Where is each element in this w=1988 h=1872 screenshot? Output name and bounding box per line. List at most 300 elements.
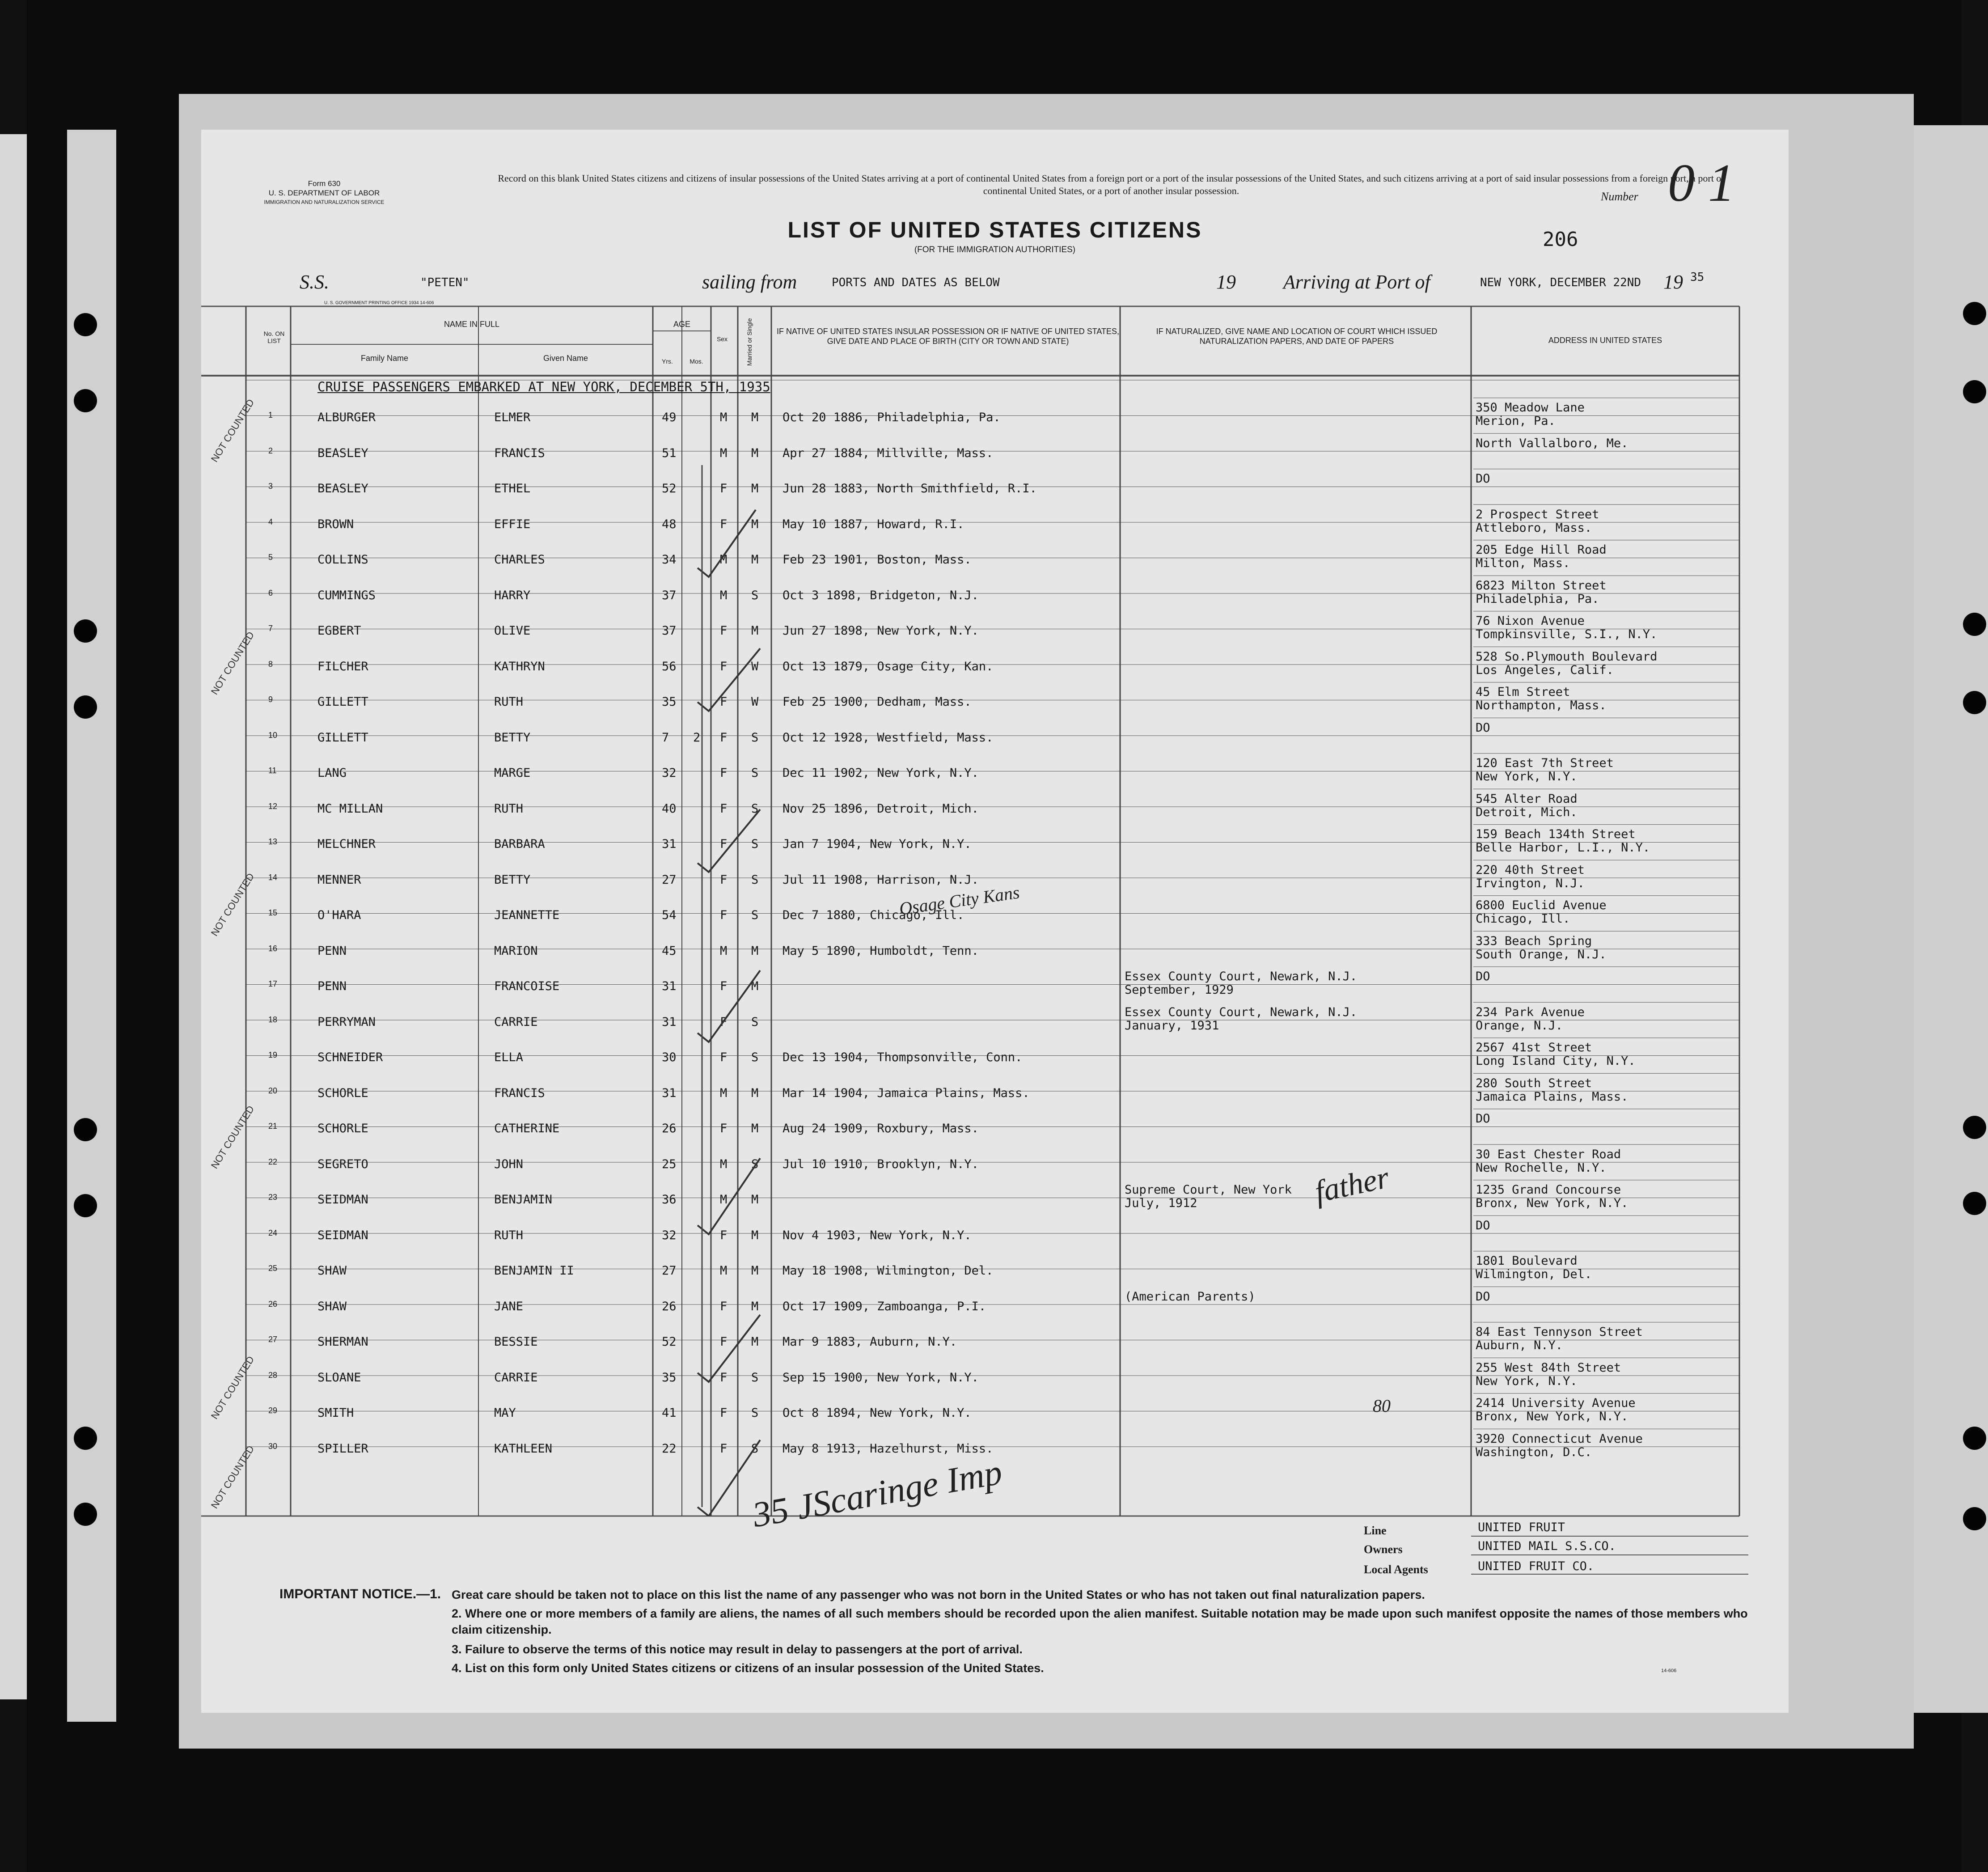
cell-birth: May 5 1890, Humboldt, Tenn. bbox=[783, 944, 979, 958]
embark-note: CRUISE PASSENGERS EMBARKED AT NEW YORK, DECEMBER 5TH, 1935 bbox=[317, 379, 770, 394]
cell-sex: F bbox=[720, 872, 728, 887]
cell-no: 21 bbox=[268, 1122, 278, 1131]
cell-yrs: 7 bbox=[662, 730, 669, 745]
cell-no: 29 bbox=[268, 1406, 278, 1415]
cell-ms: S bbox=[751, 908, 759, 922]
not-counted-stamp: NOT COUNTED bbox=[208, 1443, 257, 1511]
cell-family: FILCHER bbox=[317, 659, 368, 673]
cell-no: 17 bbox=[268, 979, 278, 988]
cell-nat1: Essex County Court, Newark, N.J. bbox=[1125, 970, 1358, 983]
cell-no: 6 bbox=[268, 588, 273, 597]
cell-ms: M bbox=[751, 1228, 759, 1242]
cell-yrs: 32 bbox=[662, 1228, 677, 1242]
cell-no: 13 bbox=[268, 837, 278, 846]
printer-line: U. S. GOVERNMENT PRINTING OFFICE 1934 14-606 bbox=[324, 301, 434, 305]
cell-addr2: Northampton, Mass. bbox=[1476, 699, 1607, 712]
cell-no: 1 bbox=[268, 411, 273, 419]
sailing-label: sailing from bbox=[702, 271, 797, 293]
cell-addr1: 333 Beach Spring bbox=[1476, 934, 1592, 948]
cell-ms: S bbox=[751, 766, 759, 780]
cell-yrs: 51 bbox=[662, 446, 677, 460]
cell-sex: F bbox=[720, 1015, 728, 1029]
binder-hole bbox=[1963, 1427, 1986, 1450]
cell-sex: F bbox=[720, 1441, 728, 1456]
header-given-name: Given Name bbox=[543, 354, 588, 363]
cell-given: CATHERINE bbox=[494, 1122, 560, 1135]
header-sex: Sex bbox=[716, 335, 728, 343]
cell-birth: Oct 8 1894, New York, N.Y. bbox=[783, 1406, 972, 1420]
cell-addr1: DO bbox=[1476, 970, 1490, 983]
cell-nat2: July, 1912 bbox=[1125, 1196, 1197, 1210]
cell-mos: 2 bbox=[693, 730, 701, 745]
cell-family: SCHORLE bbox=[317, 1122, 368, 1135]
cell-ms: S bbox=[751, 1015, 759, 1029]
manifest-page bbox=[201, 130, 1789, 1713]
cell-no: 10 bbox=[268, 730, 278, 740]
cell-addr1: 528 So.Plymouth Boulevard bbox=[1476, 649, 1658, 664]
cell-addr1: 220 40th Street bbox=[1476, 863, 1585, 877]
cell-no: 23 bbox=[268, 1193, 278, 1202]
cell-sex: F bbox=[720, 837, 728, 851]
cell-family: SEIDMAN bbox=[317, 1193, 368, 1207]
cell-yrs: 35 bbox=[662, 695, 677, 709]
cell-family: MENNER bbox=[317, 872, 361, 887]
cell-addr1: 159 Beach 134th Street bbox=[1476, 827, 1636, 841]
cell-nat2: September, 1929 bbox=[1125, 983, 1234, 997]
cell-sex: F bbox=[720, 1299, 728, 1313]
check-marks bbox=[666, 398, 783, 1516]
cell-birth: Feb 25 1900, Dedham, Mass. bbox=[783, 695, 972, 709]
cell-addr2: New York, N.Y. bbox=[1476, 1374, 1578, 1388]
cell-ms: S bbox=[751, 1441, 759, 1456]
cell-addr1: DO bbox=[1476, 1289, 1490, 1304]
cell-addr1: North Vallalboro, Me. bbox=[1476, 436, 1628, 450]
ship-name: "PETEN" bbox=[420, 276, 470, 289]
cell-no: 5 bbox=[268, 553, 273, 562]
notice-item-2: 2. Where one or more members of a family are aliens, the names of all such members should be recorded upon the alien manifest. Suitable notation may be made upon such manifest opposite the names of those members who claim citizenship. bbox=[452, 1607, 1748, 1636]
cell-birth: Mar 14 1904, Jamaica Plains, Mass. bbox=[783, 1086, 1030, 1100]
header-birth: IF NATIVE OF UNITED STATES INSULAR POSSESSION OR IF NATIVE OF UNITED STATES, GIVE DATE AND PLACE OF BIRTH (CITY OR TOWN AND STATE) bbox=[776, 327, 1120, 346]
cell-birth: Feb 23 1901, Boston, Mass. bbox=[783, 553, 972, 567]
cell-family: CUMMINGS bbox=[317, 588, 376, 602]
cell-addr2: Wilmington, Del. bbox=[1476, 1267, 1592, 1281]
document-title: LIST OF UNITED STATES CITIZENS bbox=[787, 217, 1202, 242]
cell-yrs: 40 bbox=[662, 801, 677, 816]
handwritten-birthplace-note: Osage City Kans bbox=[898, 882, 1021, 919]
cell-yrs: 31 bbox=[662, 979, 677, 993]
cell-addr2: Bronx, New York, N.Y. bbox=[1476, 1196, 1628, 1210]
cell-sex: F bbox=[720, 1406, 728, 1420]
arriving-port: NEW YORK, DECEMBER 22ND bbox=[1480, 276, 1641, 289]
sailing-from: PORTS AND DATES AS BELOW bbox=[832, 276, 1000, 289]
cell-no: 30 bbox=[268, 1441, 278, 1451]
owners-value: UNITED MAIL S.S.CO. bbox=[1478, 1539, 1616, 1553]
cell-nat2: January, 1931 bbox=[1125, 1018, 1219, 1033]
cell-addr1: 2 Prospect Street bbox=[1476, 507, 1599, 521]
cell-family: SEIDMAN bbox=[317, 1228, 368, 1242]
cell-yrs: 49 bbox=[662, 411, 677, 424]
cell-birth: Dec 11 1902, New York, N.Y. bbox=[783, 766, 979, 780]
agents-label: Local Agents bbox=[1364, 1563, 1428, 1576]
cell-ms: M bbox=[751, 944, 759, 958]
cell-nat1: Supreme Court, New York bbox=[1125, 1183, 1292, 1197]
cell-ms: S bbox=[751, 730, 759, 745]
header-family-name: Family Name bbox=[360, 354, 408, 363]
cell-birth: Oct 20 1886, Philadelphia, Pa. bbox=[783, 411, 1001, 424]
cell-sex: F bbox=[720, 695, 728, 709]
cell-addr2: Los Angeles, Calif. bbox=[1476, 663, 1614, 677]
cell-sex: M bbox=[720, 588, 728, 602]
cell-nat1: (American Parents) bbox=[1125, 1289, 1256, 1304]
binder-hole bbox=[1963, 1507, 1986, 1530]
cell-no: 2 bbox=[268, 446, 273, 455]
cell-ms: M bbox=[751, 624, 759, 638]
cell-addr1: 6823 Milton Street bbox=[1476, 578, 1607, 593]
not-counted-stamp: NOT COUNTED bbox=[208, 1103, 257, 1171]
cell-no: 4 bbox=[268, 517, 273, 526]
ss-label: S.S. bbox=[300, 271, 329, 293]
cell-family: SPILLER bbox=[317, 1441, 368, 1456]
notice-item-3: 3. Failure to observe the terms of this notice may result in delay to passengers at the port of arrival. bbox=[452, 1643, 1023, 1656]
cell-ms: S bbox=[751, 1157, 759, 1171]
adjacent-page-left-2 bbox=[67, 130, 116, 1722]
owners-label: Owners bbox=[1364, 1543, 1403, 1556]
not-counted-stamp: NOT COUNTED bbox=[208, 397, 257, 464]
not-counted-stamp: NOT COUNTED bbox=[208, 871, 257, 938]
cell-yrs: 54 bbox=[662, 908, 677, 922]
cell-sex: M bbox=[720, 944, 728, 958]
cell-no: 15 bbox=[268, 908, 278, 917]
cell-addr2: Orange, N.J. bbox=[1476, 1018, 1563, 1033]
cell-given: BESSIE bbox=[494, 1335, 538, 1349]
cell-birth: Jul 10 1910, Brooklyn, N.Y. bbox=[783, 1157, 979, 1171]
cell-family: SLOANE bbox=[317, 1370, 361, 1385]
cell-addr2: New Rochelle, N.Y. bbox=[1476, 1160, 1607, 1175]
cell-family: GILLETT bbox=[317, 730, 368, 745]
cell-addr1: 84 East Tennyson Street bbox=[1476, 1325, 1643, 1339]
agents-value: UNITED FRUIT CO. bbox=[1478, 1559, 1595, 1573]
cell-family: SEGRETO bbox=[317, 1157, 368, 1171]
cell-sex: F bbox=[720, 801, 728, 816]
cell-no: 26 bbox=[268, 1299, 278, 1309]
cell-yrs: 27 bbox=[662, 872, 677, 887]
cell-sex: F bbox=[720, 659, 728, 673]
arrival-year-prefix: 19 bbox=[1663, 271, 1683, 293]
cell-sex: F bbox=[720, 979, 728, 993]
cell-given: FRANCIS bbox=[494, 1086, 545, 1100]
inspector-signature: 35 JScaringe Imp bbox=[749, 1452, 1005, 1535]
cell-no: 24 bbox=[268, 1228, 278, 1237]
cell-given: JOHN bbox=[494, 1157, 524, 1171]
cell-ms: S bbox=[751, 872, 759, 887]
cell-no: 9 bbox=[268, 695, 273, 704]
cell-birth: Jul 11 1908, Harrison, N.J. bbox=[783, 872, 979, 887]
cell-addr2: Detroit, Mich. bbox=[1476, 805, 1578, 819]
cell-given: HARRY bbox=[494, 588, 531, 602]
cell-addr1: 350 Meadow Lane bbox=[1476, 401, 1585, 415]
binder-hole bbox=[1963, 613, 1986, 636]
notice-item-4: 4. List on this form only United States citizens or citizens of an insular possession of the United States. bbox=[452, 1661, 1044, 1675]
cell-ms: W bbox=[751, 659, 759, 673]
cell-sex: F bbox=[720, 908, 728, 922]
cell-ms: M bbox=[751, 1264, 759, 1278]
cell-no: 14 bbox=[268, 872, 278, 882]
footer-rules bbox=[1409, 1534, 1766, 1579]
binder-hole bbox=[74, 1427, 97, 1450]
cell-given: OLIVE bbox=[494, 624, 531, 638]
binder-hole bbox=[1963, 1116, 1986, 1139]
line-label: Line bbox=[1364, 1524, 1387, 1537]
cell-given: CARRIE bbox=[494, 1370, 538, 1385]
cell-sex: F bbox=[720, 1370, 728, 1385]
cell-given: EFFIE bbox=[494, 517, 531, 531]
cell-birth: Dec 7 1880, Chicago, Ill. bbox=[783, 908, 964, 922]
cell-sex: M bbox=[720, 1086, 728, 1100]
cell-no: 19 bbox=[268, 1050, 278, 1059]
binder-hole bbox=[74, 695, 97, 719]
cell-given: BENJAMIN bbox=[494, 1193, 553, 1207]
cell-addr2: South Orange, N.J. bbox=[1476, 947, 1607, 961]
cell-addr2: Merion, Pa. bbox=[1476, 414, 1556, 428]
cell-family: SHAW bbox=[317, 1299, 347, 1313]
cell-sex: F bbox=[720, 624, 728, 638]
cell-addr1: 2567 41st Street bbox=[1476, 1041, 1592, 1055]
cell-family: SCHORLE bbox=[317, 1086, 368, 1100]
cell-no: 28 bbox=[268, 1370, 278, 1380]
header-no-on-list: No. ON LIST bbox=[263, 330, 285, 344]
cell-birth: Apr 27 1884, Millville, Mass. bbox=[783, 446, 994, 460]
cell-ms: M bbox=[751, 446, 759, 460]
cell-sex: F bbox=[720, 1228, 728, 1242]
cell-birth: May 18 1908, Wilmington, Del. bbox=[783, 1264, 994, 1278]
cell-given: RUTH bbox=[494, 1228, 524, 1242]
cell-given: JEANNETTE bbox=[494, 908, 560, 922]
cell-no: 8 bbox=[268, 659, 273, 669]
cell-given: FRANCOISE bbox=[494, 979, 560, 993]
cell-yrs: 36 bbox=[662, 1193, 677, 1207]
cell-family: PENN bbox=[317, 944, 347, 958]
cell-yrs: 32 bbox=[662, 766, 677, 780]
cell-yrs: 31 bbox=[662, 1086, 677, 1100]
cell-addr1: 280 South Street bbox=[1476, 1076, 1592, 1090]
cell-addr1: 205 Edge Hill Road bbox=[1476, 543, 1607, 557]
cell-addr1: 45 Elm Street bbox=[1476, 685, 1570, 699]
cell-addr1: 2414 University Avenue bbox=[1476, 1396, 1636, 1410]
cell-ms: M bbox=[751, 1193, 759, 1207]
cell-yrs: 52 bbox=[662, 482, 677, 496]
cell-family: ALBURGER bbox=[317, 411, 376, 424]
cell-family: SMITH bbox=[317, 1406, 354, 1420]
cell-birth: Mar 9 1883, Auburn, N.Y. bbox=[783, 1335, 957, 1349]
cell-yrs: 37 bbox=[662, 588, 677, 602]
cell-addr1: 120 East 7th Street bbox=[1476, 756, 1614, 770]
cell-yrs: 31 bbox=[662, 837, 677, 851]
cell-family: MC MILLAN bbox=[317, 801, 383, 816]
cell-sex: F bbox=[720, 1335, 728, 1349]
binder-hole bbox=[1963, 1192, 1986, 1215]
cell-addr1: DO bbox=[1476, 1112, 1490, 1126]
not-counted-stamp: NOT COUNTED bbox=[208, 629, 257, 697]
cell-birth: May 8 1913, Hazelhurst, Miss. bbox=[783, 1441, 994, 1456]
cell-birth: Sep 15 1900, New York, N.Y. bbox=[783, 1370, 979, 1385]
cell-birth: Jan 7 1904, New York, N.Y. bbox=[783, 837, 972, 851]
not-counted-stamp: NOT COUNTED bbox=[208, 1354, 257, 1421]
cell-family: SHAW bbox=[317, 1264, 347, 1278]
binder-hole bbox=[74, 1118, 97, 1141]
cell-given: BARBARA bbox=[494, 837, 545, 851]
cell-yrs: 56 bbox=[662, 659, 677, 673]
page-stamp: 206 bbox=[1543, 228, 1578, 251]
cell-sex: M bbox=[720, 1157, 728, 1171]
cell-sex: M bbox=[720, 446, 728, 460]
line-value: UNITED FRUIT bbox=[1478, 1520, 1565, 1534]
cell-yrs: 34 bbox=[662, 553, 677, 567]
cell-sex: M bbox=[720, 1193, 728, 1207]
header-address: ADDRESS IN UNITED STATES bbox=[1548, 336, 1662, 345]
cell-family: O'HARA bbox=[317, 908, 361, 922]
margin-number: 80 bbox=[1373, 1396, 1391, 1416]
cell-sex: M bbox=[720, 411, 728, 424]
cell-family: PERRYMAN bbox=[317, 1015, 376, 1029]
cell-addr2: Jamaica Plains, Mass. bbox=[1476, 1089, 1628, 1104]
cell-addr2: Chicago, Ill. bbox=[1476, 912, 1570, 926]
cell-ms: M bbox=[751, 411, 759, 424]
cell-family: SHERMAN bbox=[317, 1335, 368, 1349]
cell-addr2: Milton, Mass. bbox=[1476, 556, 1570, 570]
cell-addr2: Washington, D.C. bbox=[1476, 1445, 1592, 1459]
cell-addr1: 1801 Boulevard bbox=[1476, 1254, 1578, 1268]
cell-yrs: 22 bbox=[662, 1441, 677, 1456]
cell-family: BEASLEY bbox=[317, 446, 368, 460]
binder-hole bbox=[1963, 380, 1986, 403]
cell-given: KATHRYN bbox=[494, 659, 545, 673]
cell-no: 25 bbox=[268, 1264, 278, 1273]
cell-ms: M bbox=[751, 1122, 759, 1135]
header-age: AGE bbox=[673, 320, 690, 329]
binder-hole bbox=[74, 619, 97, 643]
cell-family: PENN bbox=[317, 979, 347, 993]
cell-sex: F bbox=[720, 1050, 728, 1064]
header-name-in-full: NAME IN FULL bbox=[444, 320, 500, 329]
cell-ms: M bbox=[751, 979, 759, 993]
cell-yrs: 37 bbox=[662, 624, 677, 638]
cell-yrs: 31 bbox=[662, 1015, 677, 1029]
cell-yrs: 30 bbox=[662, 1050, 677, 1064]
cell-birth: Jun 27 1898, New York, N.Y. bbox=[783, 624, 979, 638]
cell-birth: Jun 28 1883, North Smithfield, R.I. bbox=[783, 482, 1037, 496]
number-label: Number bbox=[1601, 190, 1638, 203]
header-months: Mos. bbox=[689, 358, 703, 365]
cell-given: BETTY bbox=[494, 872, 531, 887]
cell-sex: F bbox=[720, 1122, 728, 1135]
cell-addr1: DO bbox=[1476, 472, 1490, 486]
cell-birth: Dec 13 1904, Thompsonville, Conn. bbox=[783, 1050, 1023, 1064]
cell-addr2: Belle Harbor, L.I., N.Y. bbox=[1476, 841, 1650, 855]
cell-birth: Oct 12 1928, Westfield, Mass. bbox=[783, 730, 994, 745]
cell-ms: M bbox=[751, 1299, 759, 1313]
cell-birth: Nov 25 1896, Detroit, Mich. bbox=[783, 801, 979, 816]
cell-yrs: 25 bbox=[662, 1157, 677, 1171]
cell-family: GILLETT bbox=[317, 695, 368, 709]
cell-addr1: DO bbox=[1476, 720, 1490, 735]
notice-item-1: Great care should be taken not to place on this list the name of any passenger who was not born in the United States or who has not taken out final naturalization papers. bbox=[452, 1588, 1425, 1601]
cell-addr1: 76 Nixon Avenue bbox=[1476, 614, 1585, 628]
cell-sex: F bbox=[720, 482, 728, 496]
arrival-year-suffix: 35 bbox=[1690, 271, 1705, 284]
form-number: Form 630 bbox=[308, 179, 341, 188]
cell-addr2: Long Island City, N.Y. bbox=[1476, 1054, 1636, 1068]
cell-sex: F bbox=[720, 766, 728, 780]
cell-addr2: New York, N.Y. bbox=[1476, 770, 1578, 784]
binder-hole bbox=[74, 1503, 97, 1526]
cell-ms: W bbox=[751, 695, 759, 709]
cell-sex: F bbox=[720, 730, 728, 745]
department-name: U. S. DEPARTMENT OF LABOR bbox=[268, 189, 380, 197]
cell-ms: M bbox=[751, 553, 759, 567]
service-name: IMMIGRATION AND NATURALIZATION SERVICE bbox=[264, 199, 385, 205]
cell-birth: Oct 3 1898, Bridgeton, N.J. bbox=[783, 588, 979, 602]
cell-birth: Aug 24 1909, Roxbury, Mass. bbox=[783, 1122, 979, 1135]
cell-birth: Nov 4 1903, New York, N.Y. bbox=[783, 1228, 972, 1242]
cell-given: CARRIE bbox=[494, 1015, 538, 1029]
binder-hole bbox=[74, 389, 97, 412]
cell-family: BROWN bbox=[317, 517, 354, 531]
adjacent-page-left bbox=[0, 134, 27, 1699]
cell-ms: M bbox=[751, 517, 759, 531]
cell-no: 22 bbox=[268, 1157, 278, 1166]
cell-addr1: 255 West 84th Street bbox=[1476, 1360, 1621, 1375]
cell-addr1: 234 Park Avenue bbox=[1476, 1005, 1585, 1019]
header-naturalized: IF NATURALIZED, GIVE NAME AND LOCATION OF COURT WHICH ISSUED NATURALIZATION PAPERS, AND DATE OF PAPERS bbox=[1156, 327, 1438, 346]
cell-birth: May 10 1887, Howard, R.I. bbox=[783, 517, 964, 531]
cell-given: BETTY bbox=[494, 730, 531, 745]
cell-addr1: DO bbox=[1476, 1218, 1490, 1232]
cell-addr2: Attleboro, Mass. bbox=[1476, 521, 1592, 535]
form-instructions: Record on this blank United States citizens and citizens of insular possessions of the United States arriving at a port of continental United States from a foreign port or a port of the insular possessions of the United States, and such citizens arriving at a port of said insular possessions from a foreign port, a port of continental United States, or a port of another insular possession. bbox=[498, 173, 1725, 196]
cell-given: MARGE bbox=[494, 766, 531, 780]
cell-sex: M bbox=[720, 553, 728, 567]
binder-hole bbox=[1963, 691, 1986, 714]
cell-no: 12 bbox=[268, 801, 278, 811]
binder-hole bbox=[1963, 302, 1986, 325]
cell-yrs: 27 bbox=[662, 1264, 677, 1278]
cell-addr2: Bronx, New York, N.Y. bbox=[1476, 1410, 1628, 1423]
cell-given: JANE bbox=[494, 1299, 524, 1313]
cell-addr2: Tompkinsville, S.I., N.Y. bbox=[1476, 627, 1658, 641]
cell-family: SCHNEIDER bbox=[317, 1050, 383, 1064]
cell-yrs: 45 bbox=[662, 944, 677, 958]
cell-nat1: Essex County Court, Newark, N.J. bbox=[1125, 1005, 1358, 1019]
cell-sex: F bbox=[720, 517, 728, 531]
arriving-label: Arriving at Port of bbox=[1283, 271, 1430, 293]
binder-hole bbox=[74, 1194, 97, 1217]
cell-given: FRANCIS bbox=[494, 446, 545, 460]
cell-given: BENJAMIN II bbox=[494, 1264, 574, 1278]
cell-no: 20 bbox=[268, 1086, 278, 1095]
cell-yrs: 48 bbox=[662, 517, 677, 531]
cell-yrs: 35 bbox=[662, 1370, 677, 1385]
cell-no: 7 bbox=[268, 624, 273, 633]
cell-addr1: 6800 Euclid Avenue bbox=[1476, 898, 1607, 912]
cell-addr1: 545 Alter Road bbox=[1476, 792, 1578, 806]
cell-no: 18 bbox=[268, 1015, 278, 1024]
cell-given: ELLA bbox=[494, 1050, 524, 1064]
cell-addr2: Irvington, N.J. bbox=[1476, 876, 1585, 890]
cell-ms: M bbox=[751, 1086, 759, 1100]
cell-ms: S bbox=[751, 588, 759, 602]
cell-sex: M bbox=[720, 1264, 728, 1278]
cell-ms: M bbox=[751, 482, 759, 496]
